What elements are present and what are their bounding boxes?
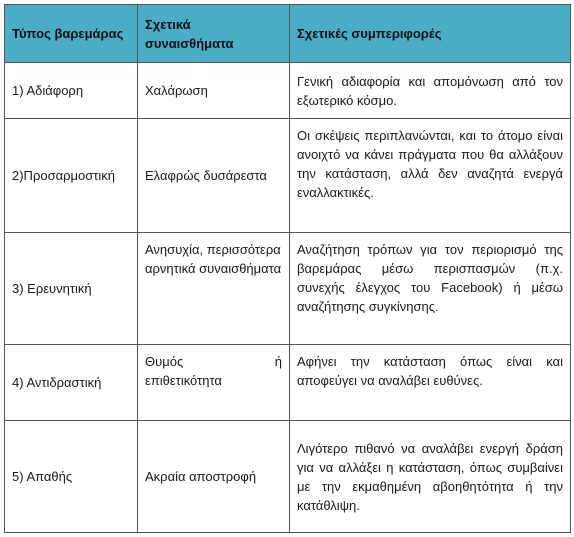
feelings-word-3: επιθετικότητα xyxy=(145,373,222,388)
table-row xyxy=(5,119,571,233)
cell-behaviours: Οι σκέψεις περιπλανώνται, και το άτομο είναι ανοιχτό να κάνει πράγματα που θα αλλάξουν την κατάσταση, αλλά δεν αναζητά ενεργά εναλλακτικές. xyxy=(290,119,571,233)
cell-behaviours: Λιγότερο πιθανό να αναλάβει ενεργή δράση για να αλλάξει η κατάσταση, όπως συμβαίνει με την εκμαθημένη αβοηθητότητα ή την κατάθλιψη. xyxy=(290,421,571,533)
cell-type: 1) Αδιάφορη xyxy=(5,63,138,119)
boredom-types-table xyxy=(4,4,571,533)
cell-behaviours: Αφήνει την κατάσταση όπως είναι και αποφεύγει να αναλάβει ευθύνες. xyxy=(290,345,571,421)
cell-feelings: Χαλάρωση xyxy=(138,63,290,119)
cell-type: 2)Προσαρμοστική xyxy=(5,119,138,233)
cell-type: 5) Απαθής xyxy=(5,421,138,533)
cell-behaviours: Αναζήτηση τρόπων για τον περιορισμό της βαρεμάρας μέσω περισπασμών (π.χ. συνεχής έλεγχος του Facebook) ή μέσω αναζήτησης συγκίνησης. xyxy=(290,233,571,345)
table-row xyxy=(5,421,571,533)
cell-feelings xyxy=(138,345,290,421)
cell-behaviours: Γενική αδιαφορία και απομόνωση από τον εξωτερικό κόσμο. xyxy=(290,63,571,119)
feelings-word-2: ή xyxy=(274,354,282,369)
cell-type: 3) Ερευνητική xyxy=(5,233,138,345)
header-behaviours: Σχετικές συμπεριφορές xyxy=(290,5,571,63)
header-feelings: Σχετικά συναισθήματα xyxy=(138,5,290,63)
cell-feelings: Ανησυχία, περισσότερα αρνητικά συναισθήματα xyxy=(138,233,290,345)
table-row xyxy=(5,63,571,119)
cell-type: 4) Αντιδραστική xyxy=(5,345,138,421)
table-row xyxy=(5,345,571,421)
cell-feelings: Ακραία αποστροφή xyxy=(138,421,290,533)
header-type: Τύπος βαρεμάρας xyxy=(5,5,138,63)
table-row xyxy=(5,233,571,345)
header-row xyxy=(5,5,571,63)
feelings-word-1: Θυμός xyxy=(145,354,184,369)
cell-feelings: Ελαφρώς δυσάρεστα xyxy=(138,119,290,233)
